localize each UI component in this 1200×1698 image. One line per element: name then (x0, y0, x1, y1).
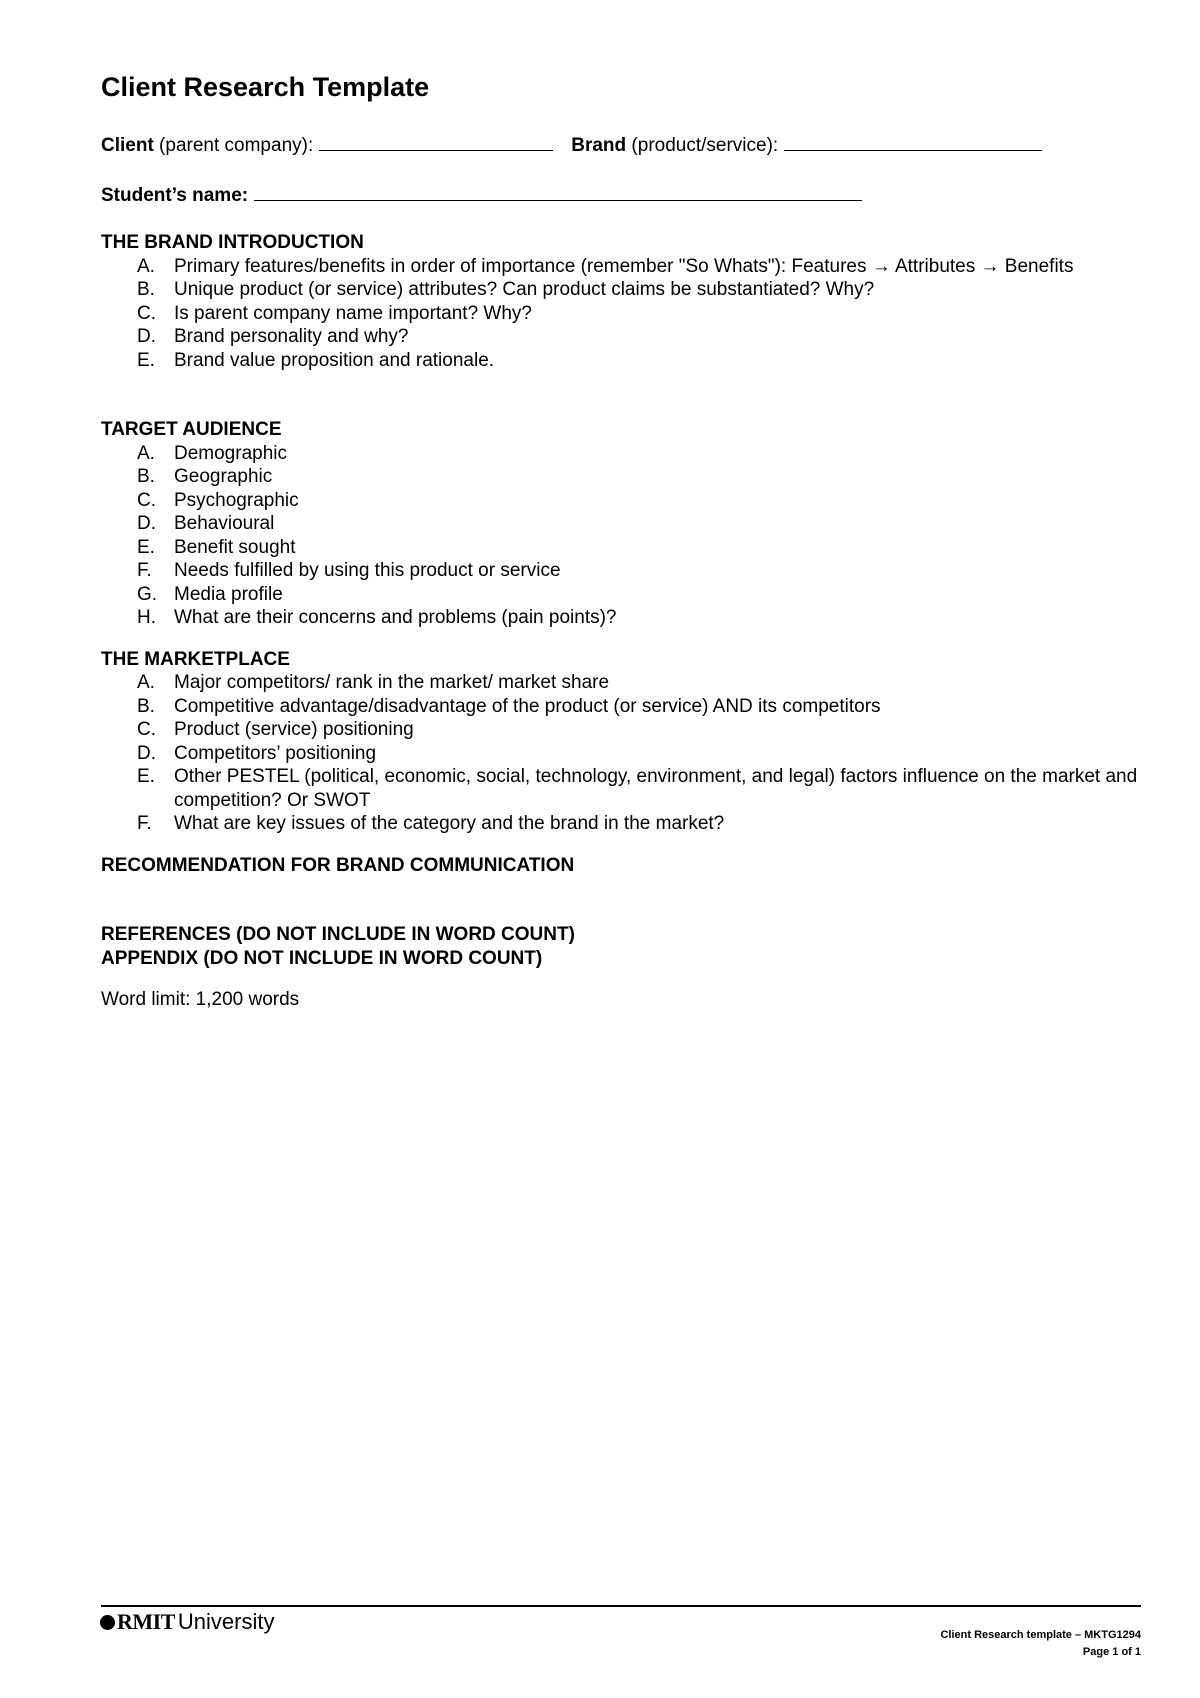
client-hint: (parent company): (153, 135, 314, 157)
list-item (101, 559, 1141, 583)
section-references-appendix (101, 923, 1141, 970)
list-item-text: Brand personality and why? (174, 326, 409, 348)
footer-divider (101, 1605, 1141, 1607)
list-item (101, 349, 1141, 373)
list-letter: E. (137, 766, 155, 788)
list-item-text: Benefit sought (174, 536, 296, 558)
brand-label: Brand (571, 135, 627, 157)
list-item-text: What are their concerns and problems (pain points)? (174, 607, 617, 629)
client-label: Client (101, 135, 154, 157)
list-letter: C. (137, 489, 156, 511)
list-letter: C. (137, 719, 156, 741)
list-item-text: Unique product (or service) attributes? Can product claims be substantiated? Why? (174, 279, 875, 301)
footer-doc-ref: Client Research template – MKTG1294 (940, 1629, 1141, 1641)
section-heading: TARGET AUDIENCE (101, 419, 282, 441)
logo-university-text: University (177, 1609, 275, 1634)
brand-hint: (product/service): (626, 135, 779, 157)
footer-page-number: Page 1 of 1 (1082, 1646, 1141, 1658)
list-item-text: Psychographic (174, 489, 299, 511)
list-item (101, 442, 1141, 466)
footer-info (940, 1627, 1141, 1661)
rmit-logo (100, 1609, 274, 1635)
section-heading: RECOMMENDATION FOR BRAND COMMUNICATION (101, 854, 575, 876)
list-item-text: Product (service) positioning (174, 719, 414, 741)
list-item (101, 718, 1141, 742)
list-letter: F. (137, 560, 152, 582)
list-letter: B. (137, 695, 155, 717)
list-item-text: Other PESTEL (political, economic, social, technology, environment, and legal) factors influence on the market and competition? Or SWOT (174, 766, 1138, 811)
list-item (101, 765, 1141, 812)
marketplace-list (101, 671, 1141, 836)
section-target-audience (101, 418, 1141, 630)
list-item (101, 512, 1141, 536)
section-recommendation (101, 854, 1141, 878)
page-title: Client Research Template (101, 72, 430, 102)
student-label: Student’s name: (101, 185, 249, 207)
list-item-text: Needs fulfilled by using this product or service (174, 560, 561, 582)
references-heading: REFERENCES (DO NOT INCLUDE IN WORD COUNT) (101, 924, 575, 946)
list-item (101, 489, 1141, 513)
list-item (101, 465, 1141, 489)
list-item-text: Primary features/benefits in order of importance (remember "So Whats"): Features → Attributes → Benefits (174, 255, 1074, 277)
list-letter: H. (137, 607, 156, 629)
list-item-text: Geographic (174, 466, 273, 488)
list-item-text: Competitors’ positioning (174, 742, 377, 764)
logo-rmit-text: RMIT (117, 1609, 175, 1634)
student-row (101, 181, 1141, 208)
arrow-right-icon: → (980, 255, 1000, 277)
brand-intro-list (101, 255, 1141, 373)
list-item (101, 536, 1141, 560)
list-item (101, 812, 1141, 836)
list-item (101, 302, 1141, 326)
section-brand-introduction (101, 231, 1141, 372)
list-item-text: Behavioural (174, 513, 275, 535)
section-heading: THE MARKETPLACE (101, 648, 290, 670)
rmit-logo-mark-icon (100, 1615, 115, 1630)
client-blank-field[interactable] (319, 131, 553, 151)
target-audience-list (101, 442, 1141, 630)
list-item (101, 255, 1141, 279)
list-item (101, 278, 1141, 302)
list-item (101, 325, 1141, 349)
list-letter: A. (137, 672, 155, 694)
list-letter: A. (137, 442, 155, 464)
list-item-text: Brand value proposition and rationale. (174, 349, 495, 371)
list-letter: E. (137, 536, 155, 558)
list-item-text: What are key issues of the category and the brand in the market? (174, 813, 725, 835)
list-item-text: Demographic (174, 442, 287, 464)
section-heading: THE BRAND INTRODUCTION (101, 232, 364, 254)
client-brand-row (101, 131, 1141, 158)
student-name-blank-field[interactable] (254, 181, 862, 201)
list-letter: D. (137, 326, 156, 348)
list-item (101, 606, 1141, 630)
list-item (101, 671, 1141, 695)
document-body (101, 70, 1141, 1012)
list-letter: D. (137, 742, 156, 764)
list-item-text: Media profile (174, 583, 283, 605)
brand-blank-field[interactable] (784, 131, 1042, 151)
list-letter: B. (137, 466, 155, 488)
list-item-text: Major competitors/ rank in the market/ market share (174, 672, 610, 694)
list-letter: A. (137, 255, 155, 277)
word-limit-note: Word limit: 1,200 words (101, 989, 300, 1011)
appendix-heading: APPENDIX (DO NOT INCLUDE IN WORD COUNT) (101, 947, 543, 969)
arrow-right-icon: → (871, 255, 891, 277)
list-item (101, 583, 1141, 607)
list-letter: F. (137, 813, 152, 835)
list-letter: E. (137, 349, 155, 371)
list-item (101, 695, 1141, 719)
list-item-text: Competitive advantage/disadvantage of the product (or service) AND its competitors (174, 695, 881, 717)
list-item-text: Is parent company name important? Why? (174, 302, 533, 324)
list-letter: B. (137, 279, 155, 301)
list-letter: G. (137, 583, 158, 605)
list-letter: D. (137, 513, 156, 535)
list-letter: C. (137, 302, 156, 324)
list-item (101, 742, 1141, 766)
section-marketplace (101, 648, 1141, 836)
